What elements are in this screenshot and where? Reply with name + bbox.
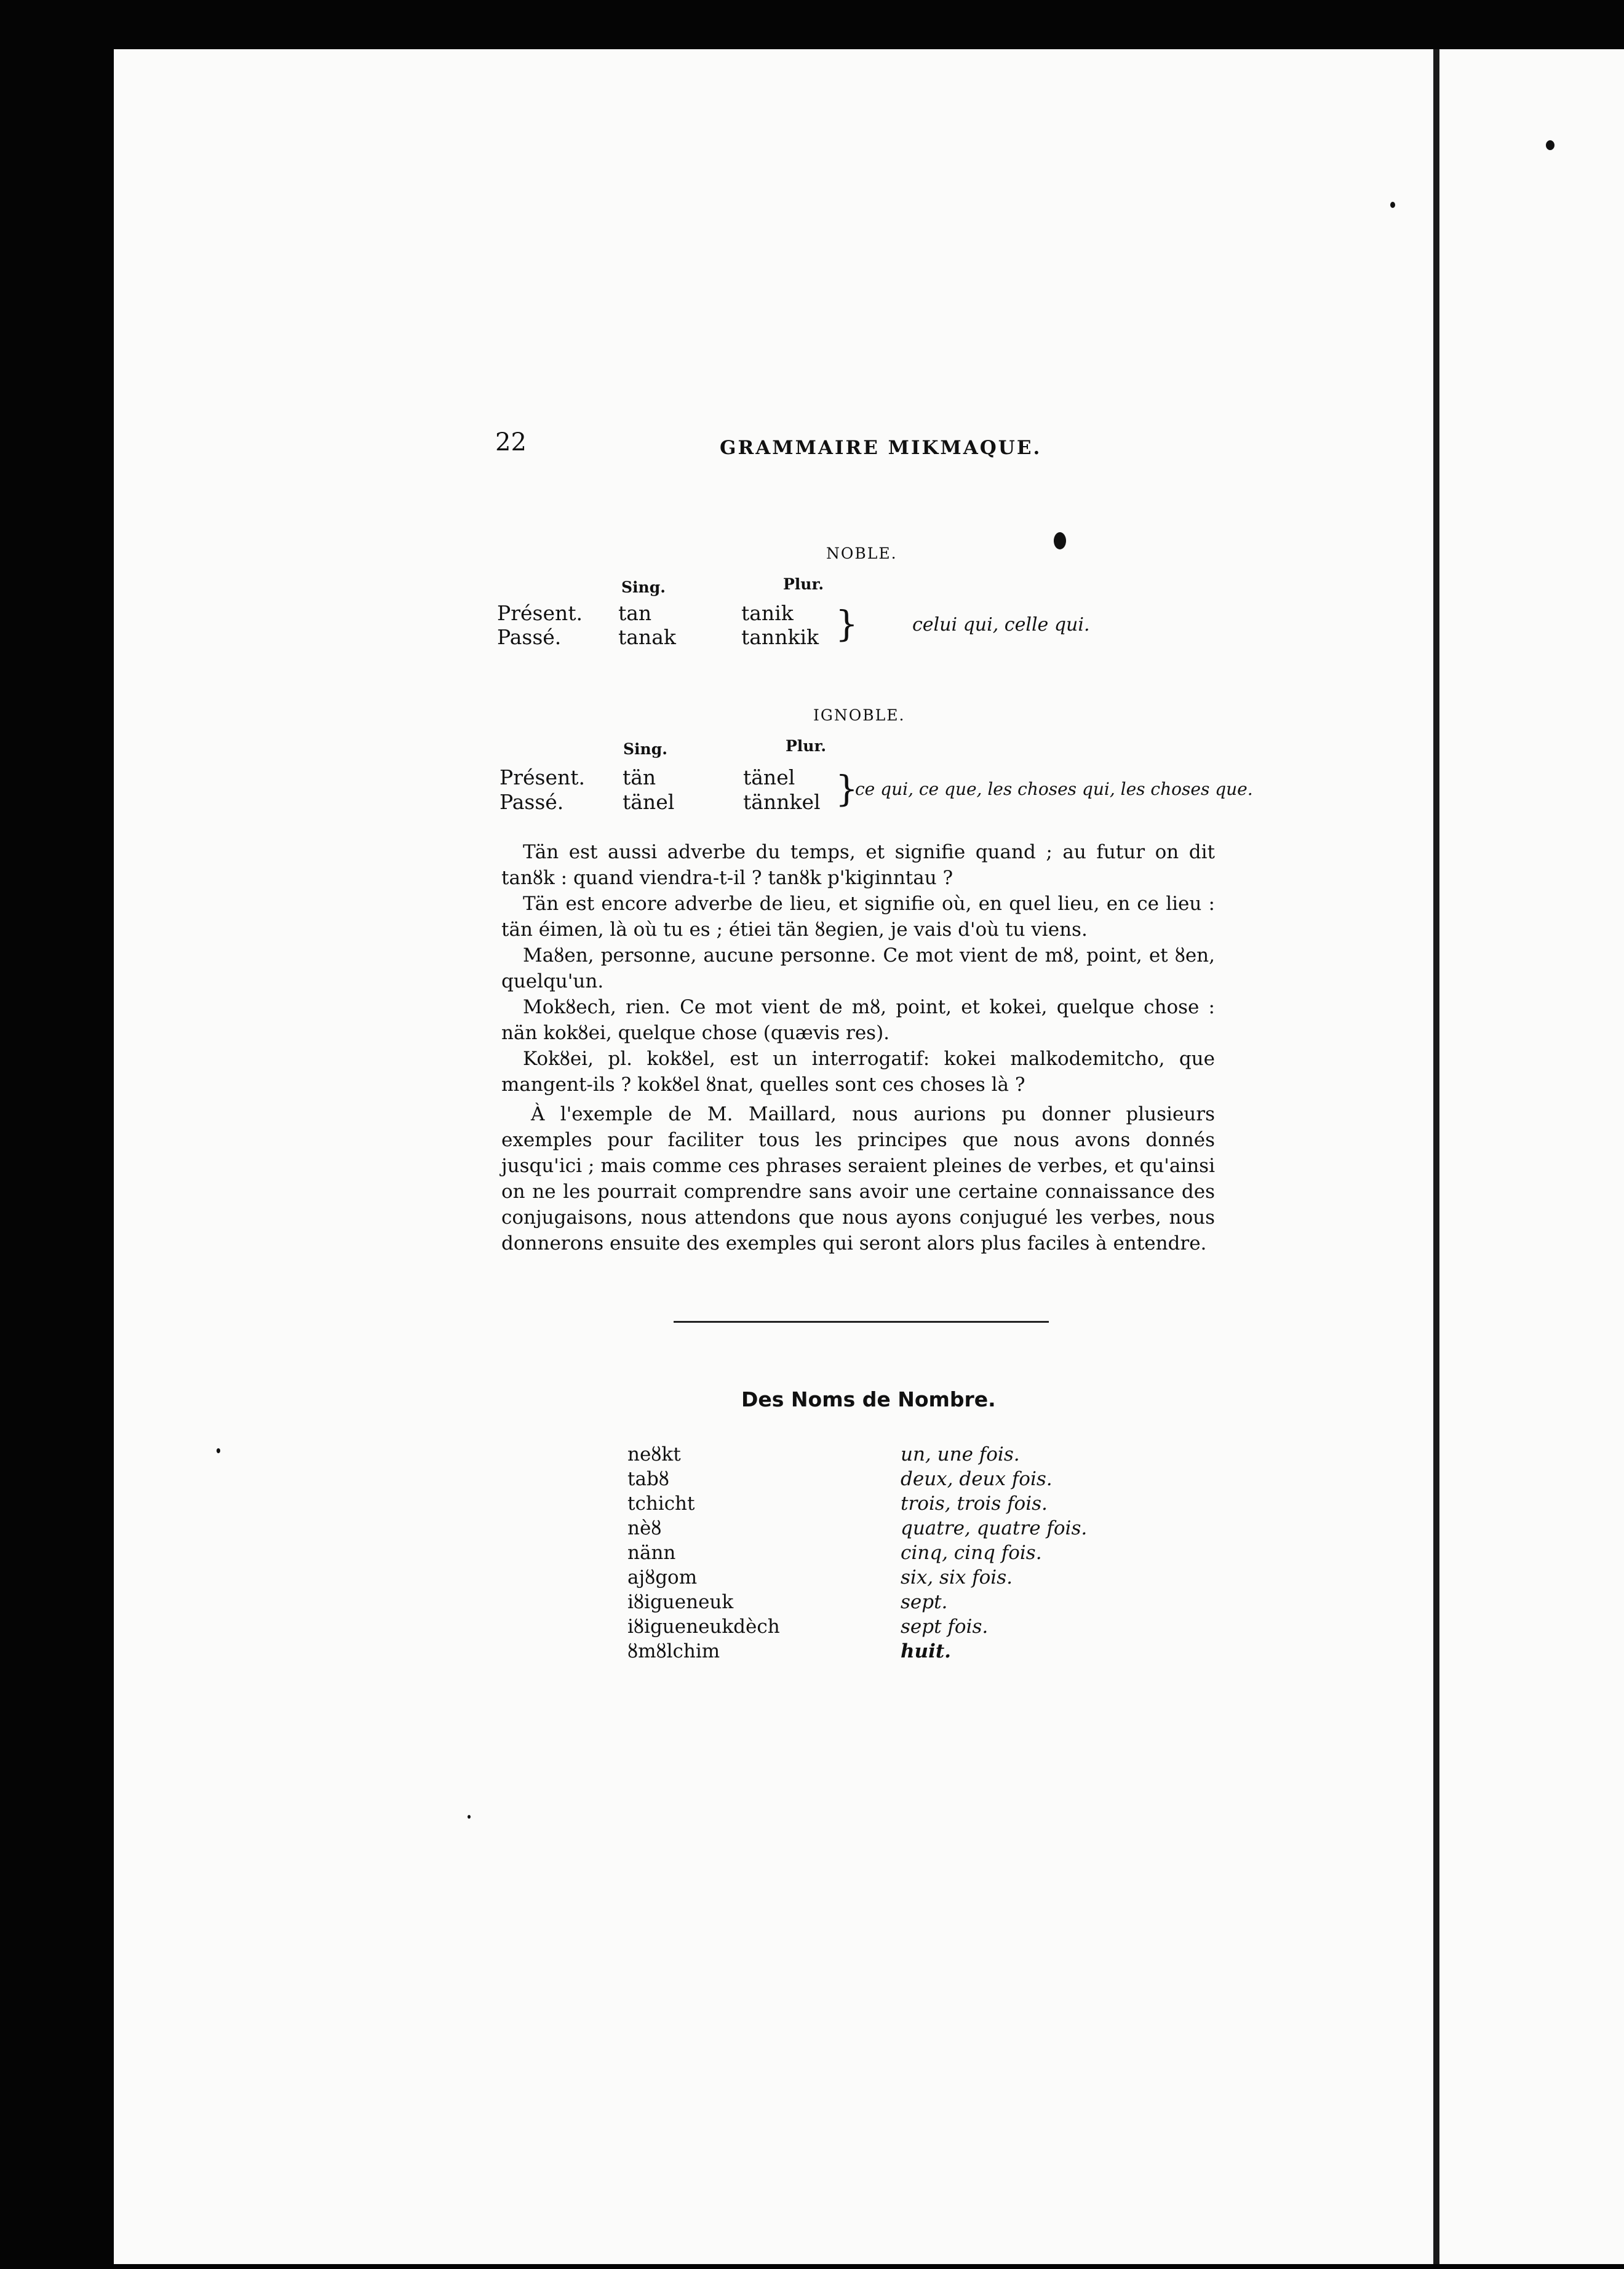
number-meaning: sept fois. <box>901 1616 989 1638</box>
ignoble-plur-value: tännkel <box>743 790 821 814</box>
number-word: nèȣ <box>627 1517 662 1539</box>
number-meaning: trois, trois fois. <box>901 1493 1048 1515</box>
number-meaning: cinq, cinq fois. <box>901 1542 1042 1564</box>
ignoble-col-plur: Plur. <box>786 737 827 755</box>
scan-speck <box>217 1448 220 1453</box>
noble-row-label: Présent. <box>497 601 583 625</box>
noble-row-label: Passé. <box>497 625 562 649</box>
number-word: neȣkt <box>627 1443 681 1465</box>
number-word: tchicht <box>627 1493 695 1515</box>
paragraph: Mokȣech, rien. Ce mot vient de mȣ, point, et kokei, quelque chose : nän kokȣei, quelque chose (quævis res). <box>501 996 1215 1044</box>
number-word: ajȣgom <box>627 1566 698 1589</box>
number-word: nänn <box>627 1542 676 1564</box>
brace-icon: } <box>835 768 858 810</box>
ignoble-sing-value: tänel <box>623 790 675 814</box>
noble-col-sing: Sing. <box>621 578 666 596</box>
section-title: Des Noms de Nombre. <box>741 1387 996 1411</box>
number-word: ȣmȣlchim <box>627 1640 720 1662</box>
noble-sing-value: tan <box>618 601 652 625</box>
brace-icon: } <box>835 603 858 645</box>
number-meaning: sept. <box>901 1591 948 1613</box>
ignoble-row-label: Passé. <box>500 790 564 814</box>
number-word: iȣigueneuk <box>627 1591 734 1613</box>
ignoble-col-sing: Sing. <box>623 740 667 758</box>
noble-col-plur: Plur. <box>783 575 824 593</box>
number-word: tabȣ <box>627 1468 669 1490</box>
noble-gloss: celui qui, celle qui. <box>912 614 1090 636</box>
scan-speck <box>1546 140 1554 150</box>
ignoble-sing-value: tän <box>623 765 656 789</box>
section-divider <box>674 1321 1049 1323</box>
paragraph: Tän est encore adverbe de lieu, et signifie où, en quel lieu, en ce lieu : tän éimen, là où tu es ; étiei tän ȣegien, je vais d'où tu viens. <box>501 893 1215 941</box>
page-right-edge <box>1439 49 1624 2264</box>
paragraph: Kokȣei, pl. kokȣel, est un interrogatif: kokei malkodemitcho, que mangent-ils ? kokȣel ȣnat, quelles sont ces choses là ? <box>501 1048 1215 1096</box>
noble-plur-value: tannkik <box>741 625 819 649</box>
scan-speck <box>1390 202 1395 208</box>
paragraph: Maȣen, personne, aucune personne. Ce mot vient de mȣ, point, et ȣen, quelqu'un. <box>501 944 1215 992</box>
ignoble-row-label: Présent. <box>500 765 585 789</box>
paragraph: À l'exemple de M. Maillard, nous aurions pu donner plusieurs exemples pour faciliter tous les principes que nous avons donnés jusqu'ici ; mais comme ces phrases seraient pleines de verbes, et qu'ainsi on ne les pourrait comprendre sans avoir une certaine connaissance des conjugaisons, nous attendons que nous ayons conjugué les verbes, nous donnerons ensuite des exemples qui seront alors plus faciles à entendre. <box>501 1103 1215 1254</box>
number-meaning: huit. <box>901 1640 951 1662</box>
number-meaning: un, une fois. <box>901 1443 1020 1465</box>
ink-blot <box>1054 532 1066 549</box>
scan-speck <box>468 1815 471 1819</box>
noble-plur-value: tanik <box>741 601 794 625</box>
ignoble-plur-value: tänel <box>743 765 795 789</box>
number-meaning: six, six fois. <box>901 1566 1013 1589</box>
paragraph: Tän est aussi adverbe du temps, et signifie quand ; au futur on dit tanȣk : quand viendra-t-il ? tanȣk p'kiginntau ? <box>501 841 1215 889</box>
noble-sing-value: tanak <box>618 625 676 649</box>
number-meaning: deux, deux fois. <box>901 1468 1053 1490</box>
page-number: 22 <box>495 428 527 457</box>
noble-heading: NOBLE. <box>826 544 898 562</box>
running-title: GRAMMAIRE MIKMAQUE. <box>720 437 1042 459</box>
number-word: iȣigueneukdèch <box>627 1616 780 1638</box>
body-text <box>501 839 1215 1098</box>
number-meaning: quatre, quatre fois. <box>901 1517 1088 1539</box>
ignoble-heading: IGNOBLE. <box>813 706 906 724</box>
body-text <box>501 1101 1215 1256</box>
ignoble-gloss: ce qui, ce que, les choses qui, les choses que. <box>855 779 1253 799</box>
